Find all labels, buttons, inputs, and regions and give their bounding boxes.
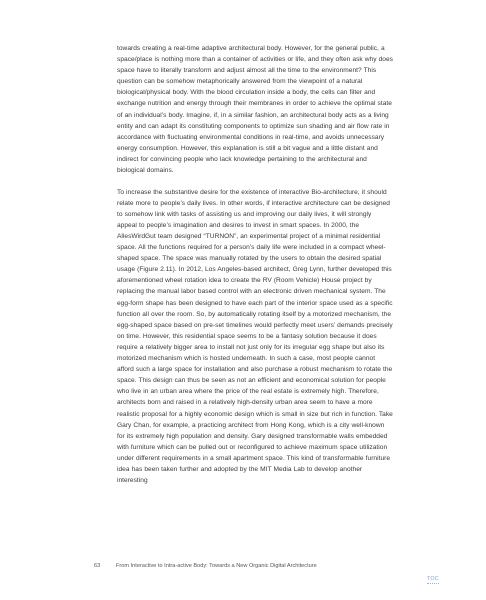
paragraph-2: To increase the substantive desire for the existence of interactive Bio-architecture, it should relate more to people’s daily lives. In other words, if interactive architecture can be designed to somehow link with tasks of assisting us and improving our daily lives, it will strongly appeal to people’s imagination and desires to invest in smart spaces. In 2000, the AllesWirdGut team designed “TURNON”, an experimental project of a minimal residential space. All the functions required for a person’s daily life were included in a compact wheel-shaped space. The space was manually rotated by the users to obtain the desired spatial usage (Figure 2.11). In 2012, Los Angeles-based architect, Greg Lynn, further developed this aforementioned wheel rotation idea to create the RV (Room Vehicle) House project by replacing the manual labor based control with an electronic driven mechanical system. The egg-form shape has been designed to have each part of the interior space used as a specific function all over the room. So, by automatically rotating itself by a motorized mechanism, the egg-shaped space based on pre-set timelines would perfectly meet users’ demands precisely on time. However, this residential space seems to be a fantasy solution because it does require a relatively bigger area to install not just only for its irregular egg shape but also its motorized mechanism which is hosted underneath. In such a case, most people cannot afford such a large space for installation and also purchase a robust mechanism to rotate the space. This design can thus be seen as not an efficient and economical solution for people who live in an urban area where the price of the real estate is extremely high. Therefore, architects born and raised in a relatively high-density urban area seem to have a more realistic proposal for a highly economic design which is small in size but rich in function. Take Gary Chan, for example, a practicing architect from Hong Kong, which is a city well-known for its extremely high population and density. Gary designed transformable walls embedded with furniture which can be pulled out or reconfigured to achieve maximum space utilization under different requirements in a small apartment space. This kind of transformable furniture idea has been taken further and adopted by the MIT Media Lab to develop another interesting (117, 188, 393, 485)
running-title: From Interactive to Intra-active Body: Towards a New Organic Digital Architecture (116, 563, 317, 569)
page-number: 63 (94, 563, 101, 569)
toc-link[interactable]: TOC (427, 576, 439, 582)
page-footer (94, 563, 317, 569)
body-text (117, 43, 393, 486)
paragraph-1: towards creating a real-time adaptive architectural body. However, for the general public, a space/place is nothing more than a container of activities or life, and they often ask why does space have to literally transform and adjust almost all the time to the environment? This question can be somehow metaphorically answered from the viewpoint of a natural biological/physical body. With the blood circulation inside a body, the cells can filter and exchange nutrition and energy through their membranes in order to achieve the optimal state of an individual’s body. Imagine, if, in a similar fashion, an architectural body acts as a living entity and can adapt its constituting components to optimize sun shading and air flow rate in accordance with fluctuating environmental conditions in real-time, and avoids unnecessary energy consumption. However, this explanation is still a bit vague and a little distant and indirect for convincing people who lack knowledge pertaining to the architectural and biological domains. (117, 45, 393, 175)
